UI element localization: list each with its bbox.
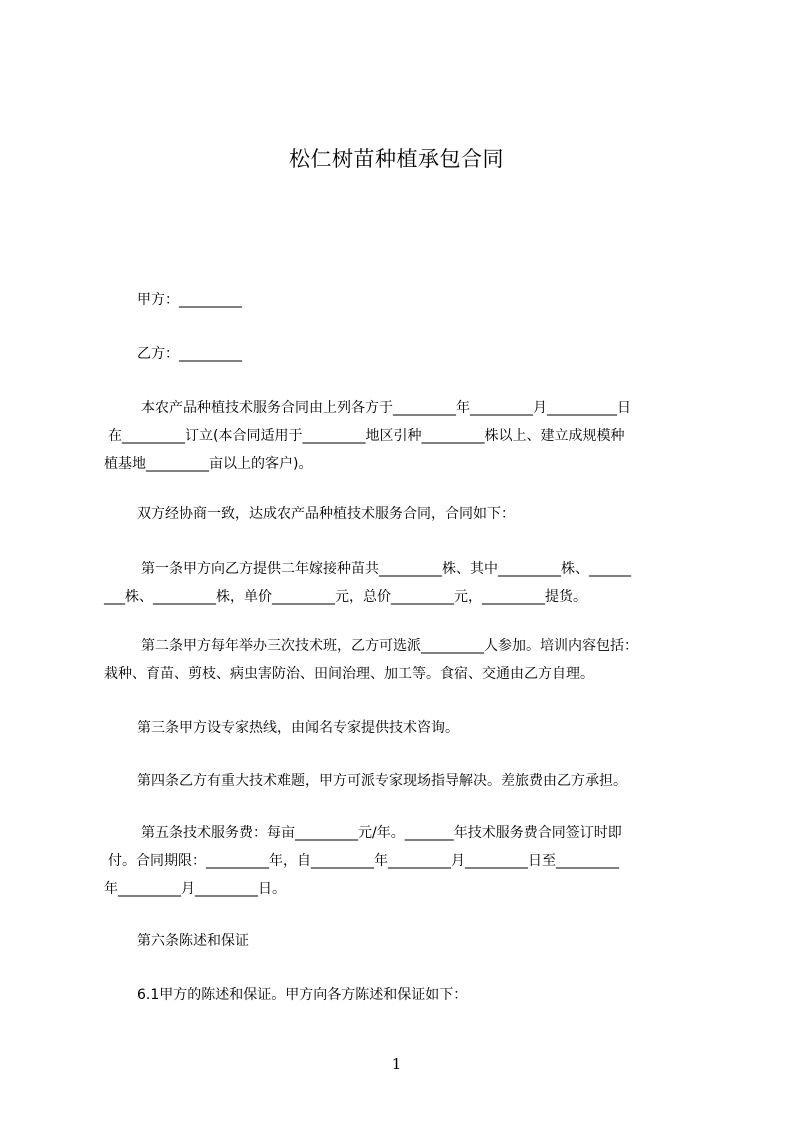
intro-line-3: 植基地_________亩以上的客户)。 bbox=[104, 456, 313, 472]
article-5-line-3: 年_________月_________日。 bbox=[104, 881, 286, 897]
party-a-line: 甲方：_________ bbox=[137, 292, 242, 308]
article-4: 第四条乙方有重大技术难题，甲方可派专家现场指导解决。差旅费由乙方承担。 bbox=[137, 773, 627, 789]
article-1-line-1: 第一条甲方向乙方提供二年嫁接种苗共_________株、其中_________株、______ bbox=[141, 561, 631, 577]
article-3: 第三条甲方设专家热线，由闻名专家提供技术咨询。 bbox=[137, 720, 459, 736]
article-5-line-2: 付。合同期限：_________年，自_________年_________月_________日至_________ bbox=[108, 853, 619, 869]
article-1-line-2: ___株、_________株，单价_________元，总价_________元，_________提货。 bbox=[104, 589, 587, 605]
intro-line-1: 本农产品种植技术服务合同由上列各方于_________年_________月__________日 bbox=[141, 400, 631, 416]
intro-line-2: 在_________订立(本合同适用于_________地区引种_________株以上、建立成规模种 bbox=[108, 428, 625, 444]
article-5-line-1: 第五条技术服务费：每亩_________元/年。_______年技术服务费合同签订时即 bbox=[141, 825, 622, 841]
document-title: 松仁树苗种植承包合同 bbox=[289, 147, 504, 171]
party-b-line: 乙方：_________ bbox=[137, 346, 242, 362]
article-2-line-2: 栽种、育苗、剪枝、病虫害防治、田间治理、加工等。食宿、交通由乙方自理。 bbox=[104, 666, 594, 682]
agreement-statement: 双方经协商一致，达成农产品种植技术服务合同，合同如下： bbox=[137, 506, 515, 522]
section-6-1: 6.1甲方的陈述和保证。甲方向各方陈述和保证如下： bbox=[137, 987, 468, 1003]
page-number: 1 bbox=[391, 1055, 402, 1073]
article-2-line-1: 第二条甲方每年举办三次技术班，乙方可选派_________人参加。培训内容包括： bbox=[141, 638, 638, 654]
article-6-heading: 第六条陈述和保证 bbox=[137, 933, 249, 949]
